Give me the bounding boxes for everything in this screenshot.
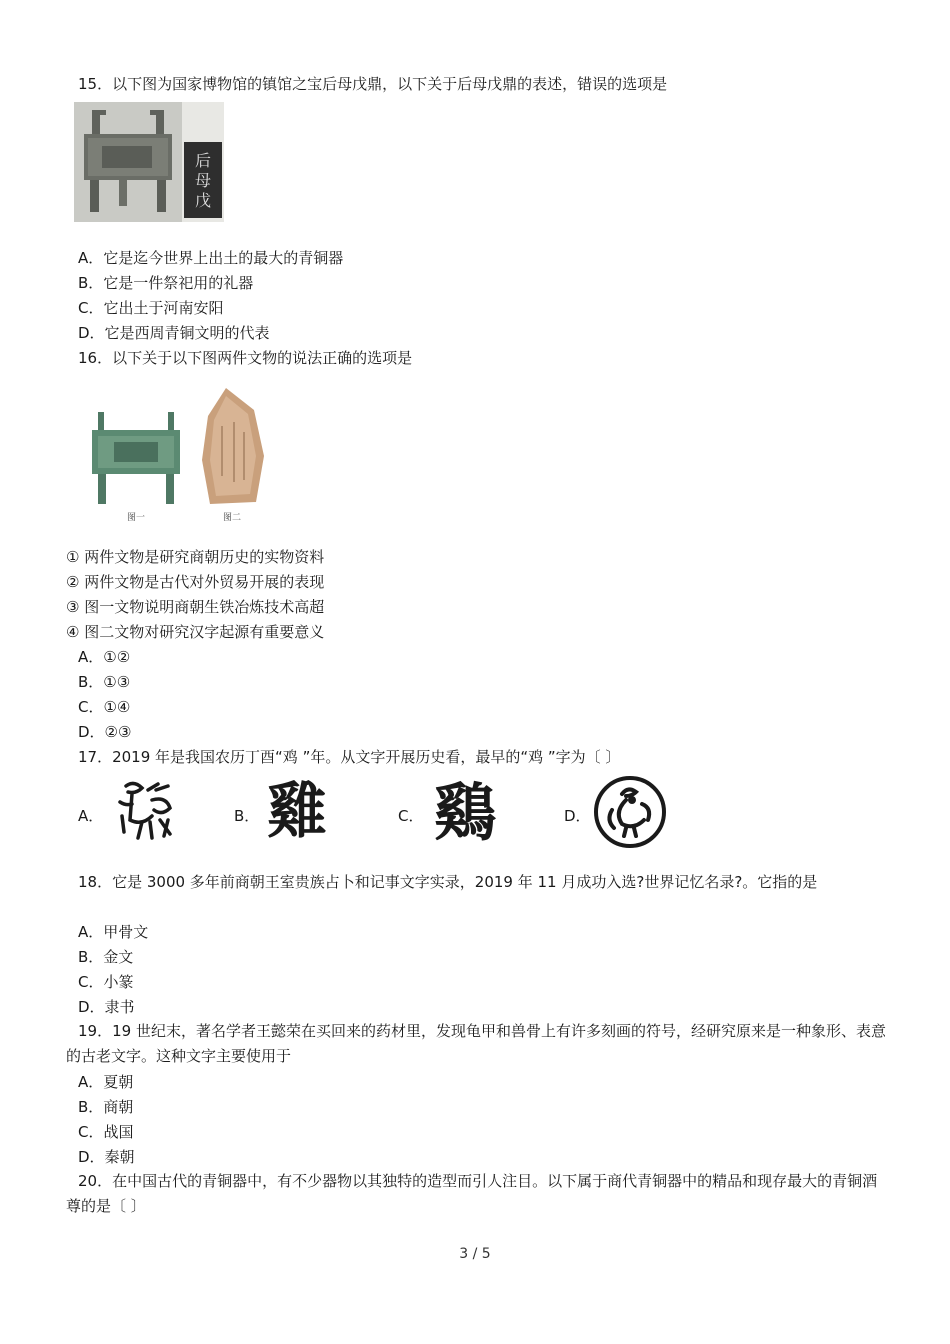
q19-option-a[interactable]: A．夏朝 <box>78 1073 134 1091</box>
q19-option-b[interactable]: B．商朝 <box>78 1098 134 1116</box>
figure-2-caption: 图二 <box>222 513 242 523</box>
q15-image <box>74 102 224 222</box>
glyph-ji-traditional: 雞 <box>267 777 327 842</box>
q17-option-d-label[interactable]: D． <box>564 807 591 825</box>
inscription-char-3: 戊 <box>194 191 212 210</box>
houmuwu-ding-illustration <box>74 102 224 222</box>
q17-option-c-label[interactable]: C． <box>398 807 424 825</box>
q18-stem <box>66 870 886 895</box>
q19-stem <box>66 1019 886 1069</box>
rooster-emblem-glyph <box>592 774 668 850</box>
q16-option-a[interactable]: A．①② <box>78 648 131 666</box>
q16-statement-1: ① 两件文物是研究商朝历史的实物资料 <box>66 548 325 566</box>
q16-option-d[interactable]: D．②③ <box>78 723 132 741</box>
q16-stem: 16．以下关于以下图两件文物的说法正确的选项是 <box>78 349 413 367</box>
q20-stem <box>66 1169 886 1219</box>
inscription-char-2: 母 <box>194 171 212 190</box>
glyph-ji-variant: 鷄 <box>433 776 497 846</box>
page-number: 3 / 5 <box>459 1246 491 1262</box>
q18-stem-text: 18．它是 3000 多年前商朝王室贵族占卜和记事文字实录，2019 年 11 月成功入选?世界记忆名录?。它指的是 <box>78 873 818 891</box>
q19-option-d[interactable]: D．秦朝 <box>78 1148 135 1166</box>
q15-option-a[interactable]: A．它是迄今世界上出土的最大的青铜器 <box>78 249 344 267</box>
q20-stem-text: 20．在中国古代的青铜器中，有不少器物以其独特的造型而引人注目。以下属于商代青铜器中的精品和现存最大的青铜酒尊的是〔 〕 <box>66 1172 878 1215</box>
q17-option-a-glyph[interactable] <box>112 776 182 846</box>
q18-option-d[interactable]: D．隶书 <box>78 998 135 1016</box>
seal-script-chicken-glyph <box>262 776 332 842</box>
q16-statement-2: ② 两件文物是古代对外贸易开展的表现 <box>66 573 325 591</box>
q16-statement-4: ④ 图二文物对研究汉字起源有重要意义 <box>66 623 325 641</box>
q18-option-c[interactable]: C．小篆 <box>78 973 134 991</box>
figure-1-caption: 图一 <box>126 513 146 523</box>
q17-option-b-glyph[interactable] <box>262 776 332 842</box>
q16-option-b[interactable]: B．①③ <box>78 673 131 691</box>
q15-option-b[interactable]: B．它是一件祭祀用的礼器 <box>78 274 254 292</box>
oracle-bone-chicken-glyph <box>112 776 182 846</box>
q17-option-b-label[interactable]: B． <box>234 807 260 825</box>
q17-option-a-label[interactable]: A． <box>78 807 104 825</box>
q15-option-c[interactable]: C．它出土于河南安阳 <box>78 299 224 317</box>
q19-stem-text: 19．19 世纪末，著名学者王懿荣在买回来的药材里，发现龟甲和兽骨上有许多刻画的符号，经研究原来是一种象形、表意的古老文字。这种文字主要使用于 <box>66 1022 886 1065</box>
q16-option-c[interactable]: C．①④ <box>78 698 131 716</box>
q16-statement-3: ③ 图一文物说明商朝生铁冶炼技术高超 <box>66 598 325 616</box>
q15-option-d[interactable]: D．它是西周青铜文明的代表 <box>78 324 270 342</box>
q17-option-d-glyph[interactable] <box>592 774 668 850</box>
clerical-script-chicken-glyph <box>428 776 502 846</box>
q17-stem: 17．2019 年是我国农历丁酉“鸡 ”年。从文字开展历史看，最早的“鸡 ”字为〔 〕 <box>78 748 621 766</box>
q19-option-c[interactable]: C．战国 <box>78 1123 134 1141</box>
q18-option-a[interactable]: A．甲骨文 <box>78 923 149 941</box>
q18-option-b[interactable]: B．金文 <box>78 948 134 966</box>
bronze-and-oracle-bone-illustration <box>86 386 270 526</box>
q17-option-c-glyph[interactable] <box>428 776 502 846</box>
q15-stem: 15．以下图为国家博物馆的镇馆之宝后母戊鼎，以下关于后母戊鼎的表述，错误的选项是 <box>78 75 668 93</box>
q16-image <box>86 386 270 526</box>
inscription-char-1: 后 <box>194 151 212 170</box>
